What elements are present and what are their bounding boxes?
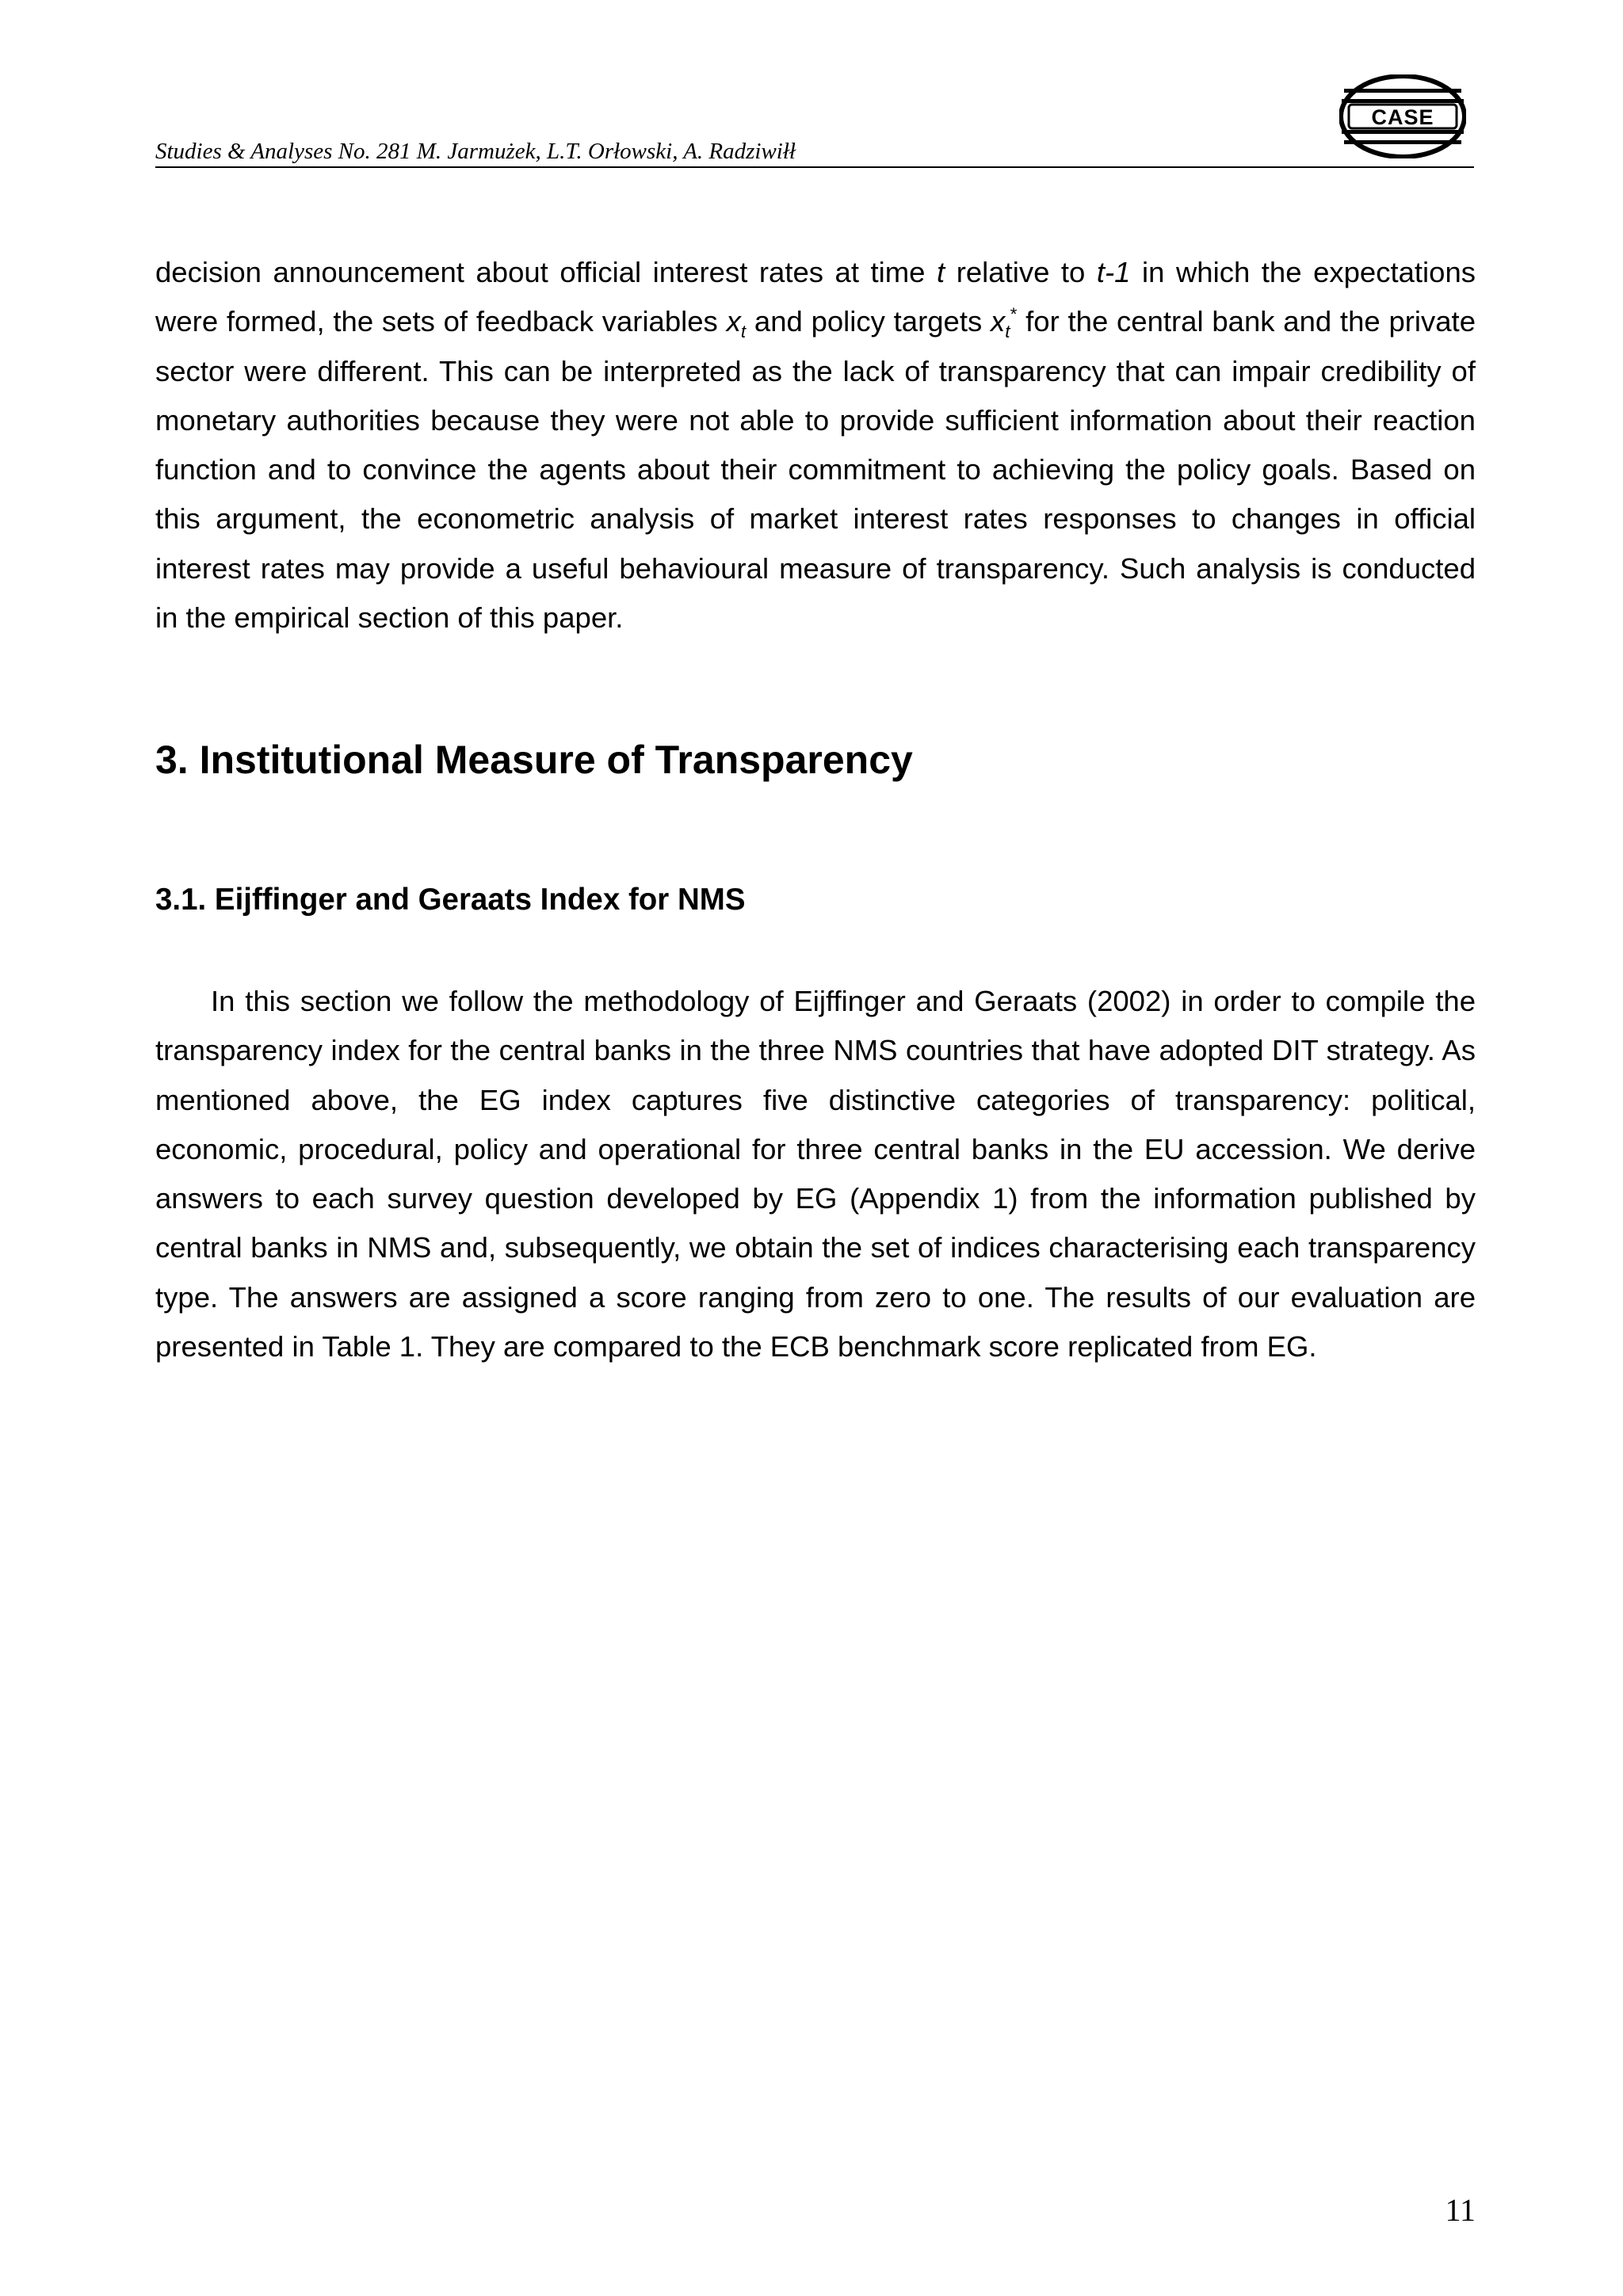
symbol-t: t <box>937 256 945 288</box>
paragraph1-text-4: and policy targets <box>746 305 991 338</box>
page-number: 11 <box>1445 2192 1476 2228</box>
symbol-x-target: x <box>991 305 1006 338</box>
running-header-title: Studies & Analyses No. 281 M. Jarmużek, L.T. Orłowski, A. Radziwiłł <box>155 139 796 164</box>
paragraph1-text-1: decision announcement about official interest rates at time <box>155 256 938 288</box>
paragraph-feedback-variables <box>155 248 1476 643</box>
paragraph1-text-5: for the central bank and the private sector were different. This can be interpreted as the lack of transparency that can impair credibility of monetary authorities because they were not able to provide sufficient information about their reaction function and to convince the agents about their commitment to achieving the policy goals. Based on this argument, the econometric analysis of market interest rates responses to changes in official interest rates may provide a useful behavioural measure of transparency. Such analysis is conducted in the empirical section of this paper. <box>155 305 1476 635</box>
symbol-x-subscript: t <box>740 322 747 342</box>
section-heading: 3. Institutional Measure of Transparency <box>155 738 913 782</box>
paragraph-eg-index: In this section we follow the methodology of Eijffinger and Geraats (2002) in order to compile the transparency index for the central banks in the three NMS countries that have adopted DIT strategy. As mentioned above, the EG index captures five distinctive categories of transparency: political, economic, procedural, policy and operational for three central banks in the EU accession. We derive answers to each survey question developed by EG (Appendix 1) from the information published by central banks in NMS and, subsequently, we obtain the set of indices characterising each transparency type. The answers are assigned a score ranging from zero to one. The results of our evaluation are presented in Table 1. They are compared to the ECB benchmark score replicated from EG. <box>155 985 1476 1363</box>
symbol-x: x <box>726 305 741 338</box>
page-content <box>155 248 1476 1363</box>
symbol-t-minus-1: t-1 <box>1096 256 1131 288</box>
subsection-heading: 3.1. Eijffinger and Geraats Index for NMS <box>155 883 746 917</box>
paragraph-eg-index-container <box>155 977 1476 1371</box>
symbol-x-target-subscript: t <box>1005 322 1010 342</box>
symbol-x-target-superscript: * <box>1010 303 1018 324</box>
paragraph1-text-3: in which the expectations were formed, the sets of feedback variables <box>155 256 1476 338</box>
paragraph1-text-2: relative to <box>945 256 1097 288</box>
case-logo-text: CASE <box>1371 105 1434 129</box>
running-header <box>155 71 1474 168</box>
case-logo <box>1339 74 1466 158</box>
